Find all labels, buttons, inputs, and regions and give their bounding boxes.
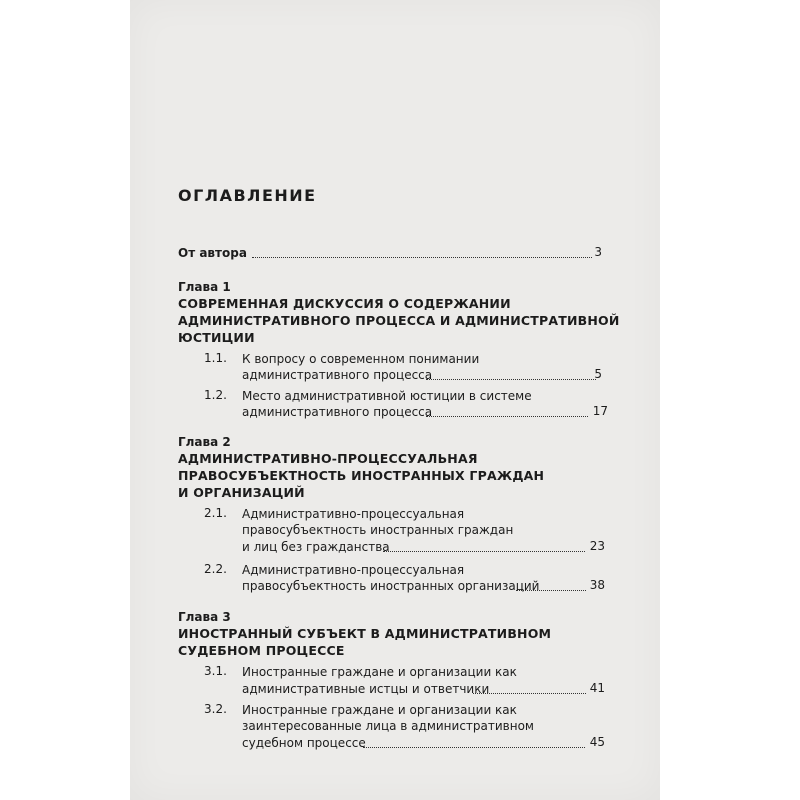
chapter-title-line: СОВРЕМЕННАЯ ДИСКУССИЯ О СОДЕРЖАНИИ <box>178 296 511 311</box>
dot-leader <box>426 416 588 417</box>
section-title-line: Место административной юстиции в системе <box>242 389 532 403</box>
section-title-line: правосубъектность иностранных организаций <box>242 579 540 593</box>
section-title-line: административного процесса <box>242 405 433 419</box>
section-title-line: административные истцы и ответчики <box>242 682 490 696</box>
section-number: 2.2. <box>204 562 227 576</box>
section-title-line: судебном процессе <box>242 736 366 750</box>
dot-leader <box>363 747 585 748</box>
section-title-line: Иностранные граждане и организации как <box>242 665 517 679</box>
page-number: 5 <box>594 367 602 381</box>
page-number: 41 <box>589 681 605 695</box>
section-number: 2.1. <box>204 506 227 520</box>
section-number: 3.1. <box>204 664 227 678</box>
page-number: 17 <box>592 404 608 418</box>
section-title-line: К вопросу о современном понимании <box>242 352 480 366</box>
chapter-label: Глава 1 <box>178 280 231 294</box>
dot-leader <box>252 257 592 258</box>
section-title-line: и лиц без гражданства <box>242 540 390 554</box>
section-title-line: Административно-процессуальная <box>242 507 465 521</box>
section-title-line: заинтересованные лица в административном <box>242 719 534 733</box>
section-title-line: административного процесса <box>242 368 433 382</box>
chapter-title-line: АДМИНИСТРАТИВНО-ПРОЦЕССУАЛЬНАЯ <box>178 451 478 466</box>
chapter-title-line: АДМИНИСТРАТИВНОГО ПРОЦЕССА И АДМИНИСТРАТИВНОЙ <box>178 313 620 328</box>
chapter-title-line: ЮСТИЦИИ <box>178 330 255 345</box>
section-title-line: правосубъектность иностранных граждан <box>242 523 514 537</box>
section-title-line: Административно-процессуальная <box>242 563 465 577</box>
chapter-title-line: И ОРГАНИЗАЦИЙ <box>178 485 305 500</box>
chapter-label: Глава 2 <box>178 435 231 449</box>
section-title-line: Иностранные граждане и организации как <box>242 703 517 717</box>
chapter-title-line: ПРАВОСУБЪЕКТНОСТЬ ИНОСТРАННЫХ ГРАЖДАН <box>178 468 545 483</box>
page-number: 23 <box>589 539 605 553</box>
dot-leader <box>426 379 596 380</box>
page-number: 38 <box>589 578 605 592</box>
page-number: 3 <box>594 245 602 259</box>
chapter-title-line: ИНОСТРАННЫЙ СУБЪЕКТ В АДМИНИСТРАТИВНОМ <box>178 626 552 641</box>
dot-leader <box>383 551 585 552</box>
toc-heading: ОГЛАВЛЕНИЕ <box>178 186 317 205</box>
page-number: 45 <box>589 735 605 749</box>
dot-leader <box>473 693 586 694</box>
section-number: 1.2. <box>204 388 227 402</box>
chapter-label: Глава 3 <box>178 610 231 624</box>
section-number: 3.2. <box>204 702 227 716</box>
from-author-label: От автора <box>178 246 247 260</box>
chapter-title-line: СУДЕБНОМ ПРОЦЕССЕ <box>178 643 345 658</box>
section-number: 1.1. <box>204 351 227 365</box>
